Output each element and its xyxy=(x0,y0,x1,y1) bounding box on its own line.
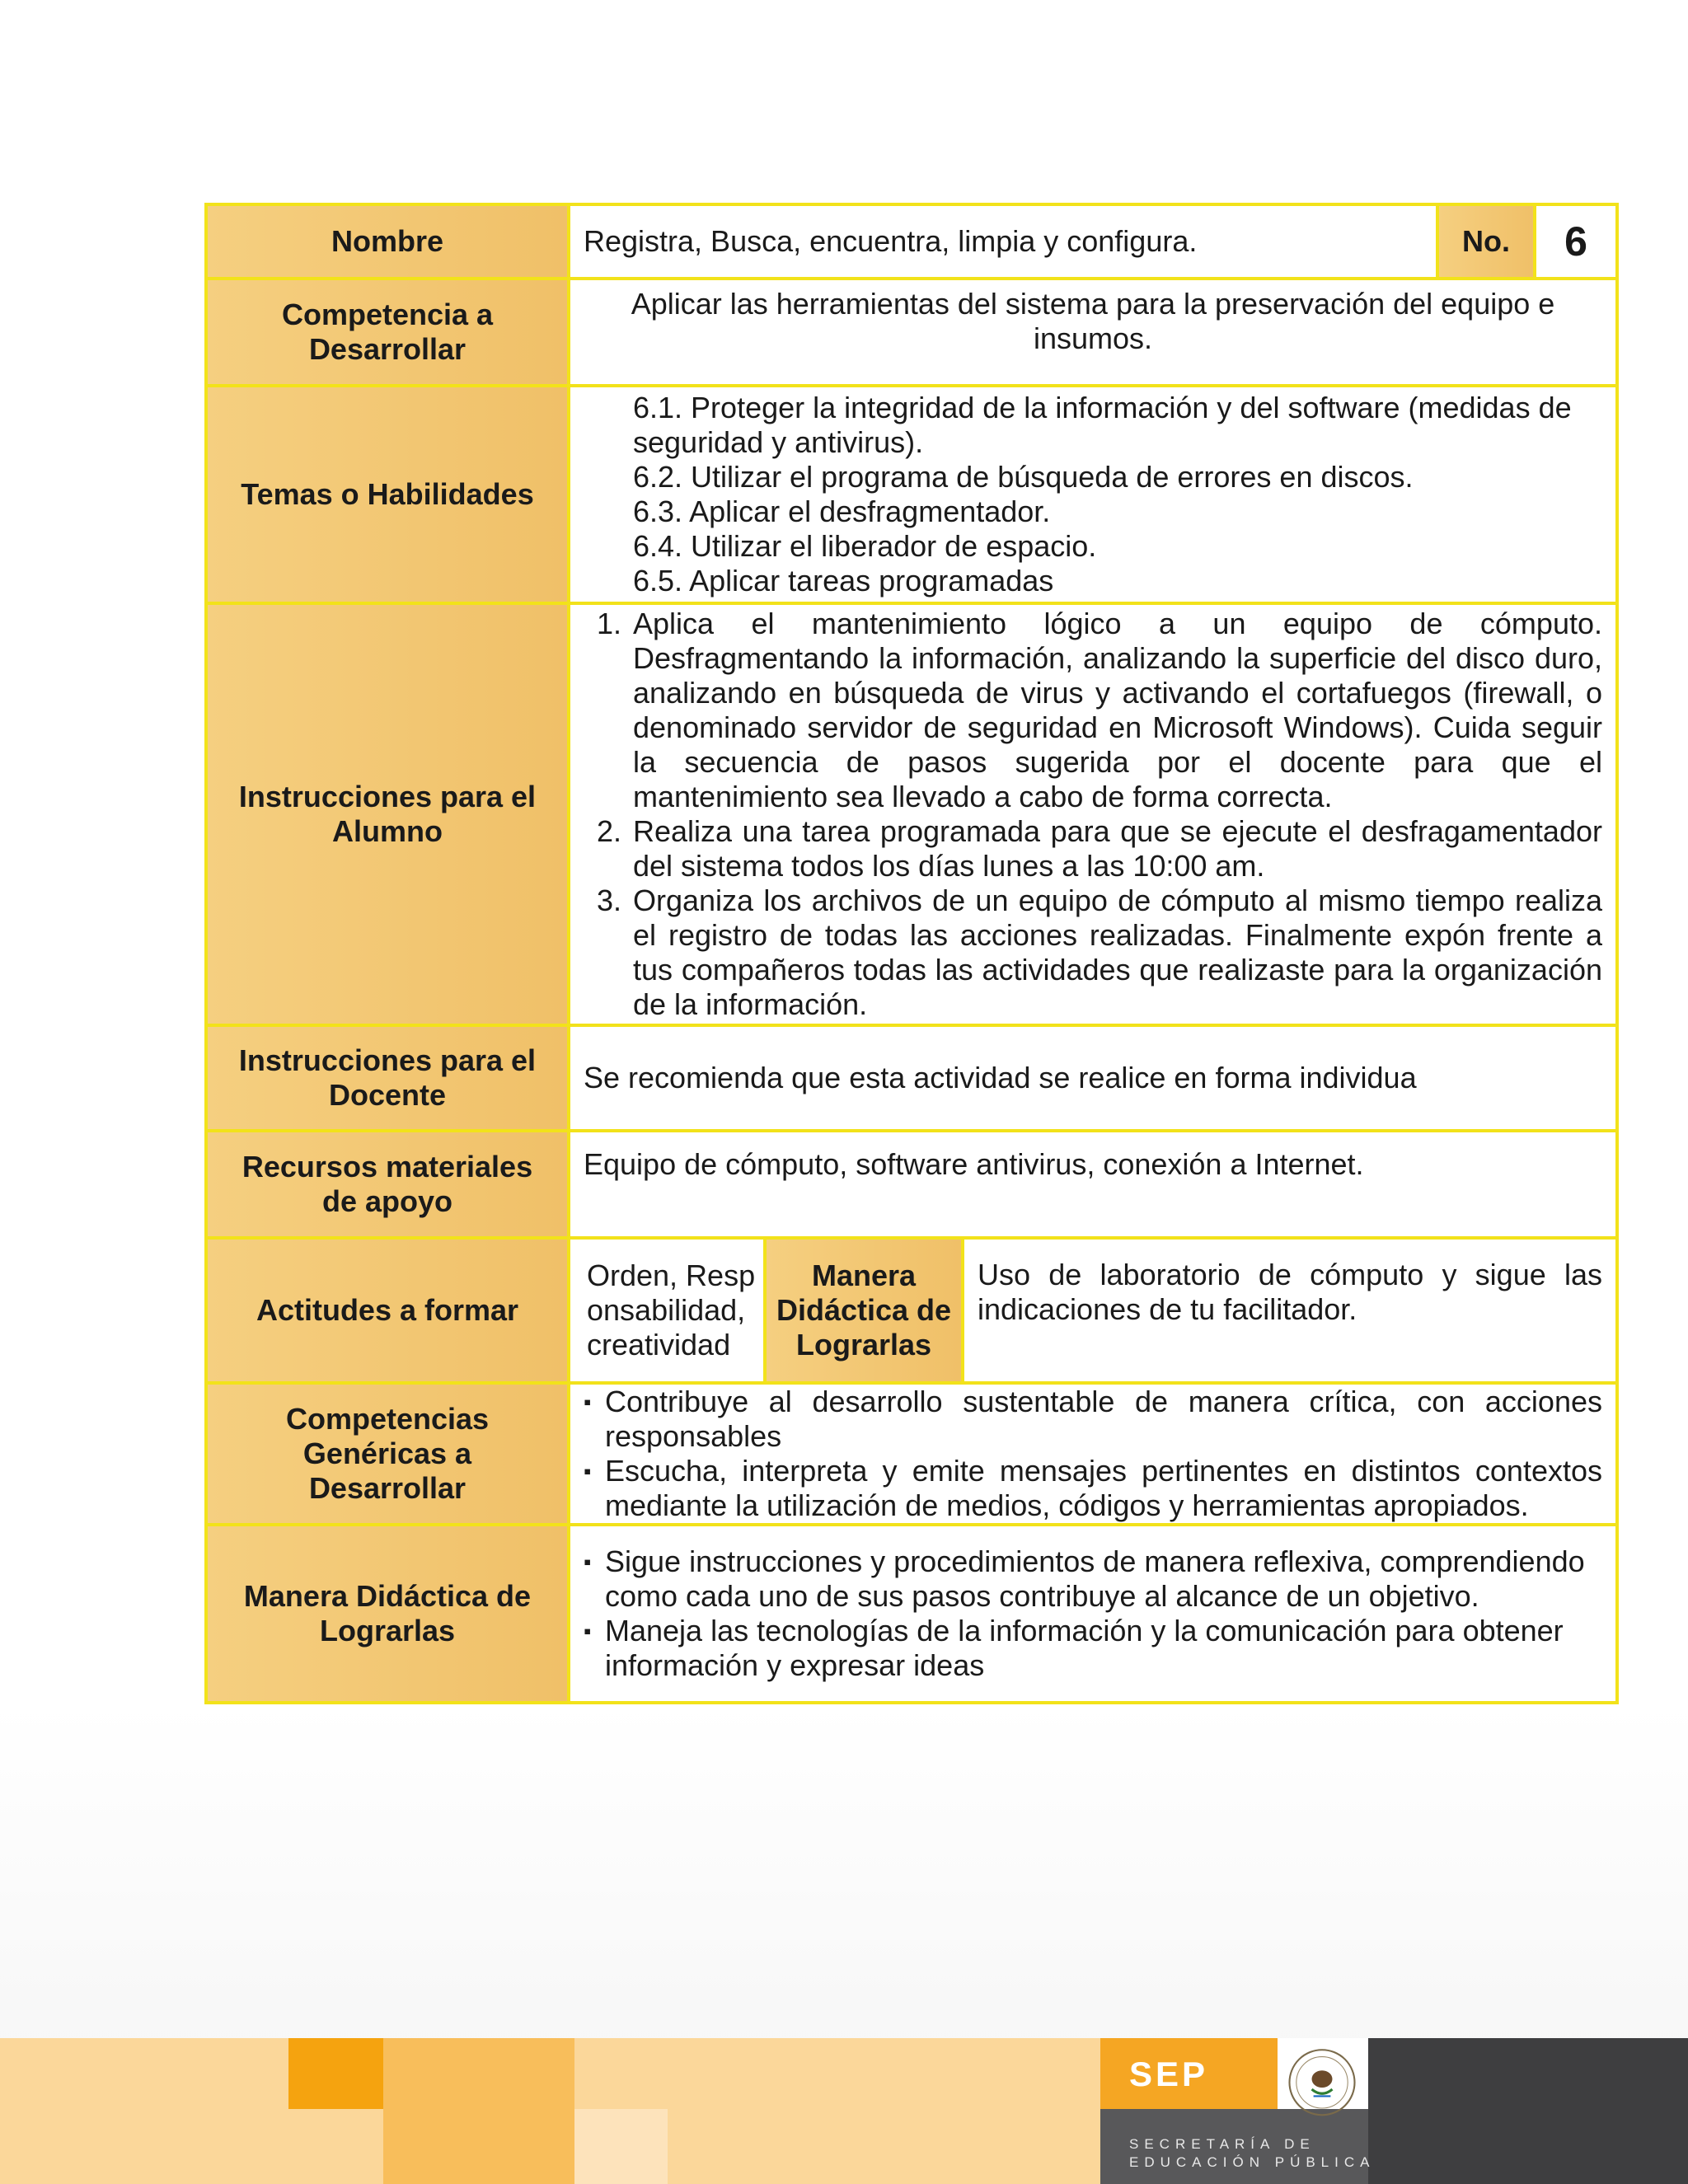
row-competencia xyxy=(206,279,1617,386)
row-actitudes xyxy=(206,1238,1617,1383)
tema-item: 6.1. Proteger la integridad de la información y del software (medidas de seguridad y antivirus). xyxy=(633,391,1572,459)
footer-block xyxy=(574,2038,1100,2109)
no-value: 6 xyxy=(1535,204,1617,279)
bullet-icon: ▪ xyxy=(584,1459,592,1483)
instr-alumno-text: Aplica el mantenimiento lógico a un equipo de cómputo. Desfragmentando la información, analizando la superficie del disco duro, analizando en búsqueda de virus y activando el cortafuegos (firewall, o denominado servidor de seguridad en Microsoft Windows). Cuida seguir la secuencia de pasos sugerida por el docente para que el mantenimiento sea llevado a cabo de forma correcta. xyxy=(633,607,1602,813)
actitudes-label: Actitudes a formar xyxy=(206,1238,569,1383)
row-nombre xyxy=(206,204,1617,279)
tema-item: 6.5. Aplicar tareas programadas xyxy=(633,564,1054,598)
org-name-line2: EDUCACIÓN PÚBLICA xyxy=(1129,2154,1376,2170)
tema-item: 6.3. Aplicar el desfragmentador. xyxy=(633,494,1051,528)
footer-block xyxy=(0,2109,383,2184)
row-manera xyxy=(206,1525,1617,1703)
instr-alumno-num: 1. xyxy=(597,607,622,640)
org-name xyxy=(1129,2135,1375,2172)
footer-banner xyxy=(0,2038,1688,2184)
footer-block xyxy=(383,2038,574,2109)
manera-inline-label: Manera Didáctica de Lograrlas xyxy=(765,1240,963,1381)
sep-logo: SEP xyxy=(1129,2055,1209,2093)
manera-text: Maneja las tecnologías de la información y la comunicación para obtener información y expresar ideas xyxy=(605,1614,1564,1682)
instr-alumno-item xyxy=(584,814,1602,883)
national-seal-icon xyxy=(1279,2045,1365,2130)
manera-list xyxy=(569,1525,1617,1703)
bullet-icon: ▪ xyxy=(584,1390,592,1414)
row-temas xyxy=(206,386,1617,603)
genericas-label: Competencias Genéricas a Desarrollar xyxy=(206,1383,569,1525)
activity-sheet xyxy=(204,203,1619,1704)
footer-block xyxy=(1368,2038,1688,2184)
recursos-label: Recursos materiales de apoyo xyxy=(206,1131,569,1238)
instr-alumno-list xyxy=(569,603,1617,1025)
instr-docente-label: Instrucciones para el Docente xyxy=(206,1025,569,1131)
generica-text: Escucha, interpreta y emite mensajes pertinentes en distintos contextos mediante la utilización de medios, códigos y herramientas apropiados. xyxy=(605,1454,1602,1522)
footer-block xyxy=(668,2109,1100,2184)
generica-item xyxy=(584,1385,1602,1454)
temas-list xyxy=(569,386,1617,603)
footer-block xyxy=(383,2109,574,2184)
competencia-value: Aplicar las herramientas del sistema para la preservación del equipo e insumos. xyxy=(569,279,1617,386)
footer-block xyxy=(288,2038,383,2109)
genericas-list xyxy=(569,1383,1617,1525)
row-instr-alumno xyxy=(206,603,1617,1025)
generica-item xyxy=(584,1454,1602,1523)
bullet-icon: ▪ xyxy=(584,1619,592,1643)
generica-text: Contribuye al desarrollo sustentable de manera crítica, con acciones responsables xyxy=(605,1385,1602,1453)
org-name-line1: SECRETARÍA DE xyxy=(1129,2136,1315,2152)
row-instr-docente xyxy=(206,1025,1617,1131)
instr-alumno-text: Realiza una tarea programada para que se ejecute el desfragamentador del sistema todos los días lunes a las 10:00 am. xyxy=(633,814,1602,883)
instr-docente-value: Se recomienda que esta actividad se realice en forma individua xyxy=(569,1025,1617,1131)
manera-inline-value: Uso de laboratorio de cómputo y sigue las indicaciones de tu facilitador. xyxy=(978,1258,1602,1326)
instr-alumno-num: 3. xyxy=(597,883,622,917)
row-genericas xyxy=(206,1383,1617,1525)
actitudes-value: Orden, Responsabilidad, creatividad xyxy=(570,1240,765,1381)
instr-alumno-label: Instrucciones para el Alumno xyxy=(206,603,569,1025)
manera-label: Manera Didáctica de Lograrlas xyxy=(206,1525,569,1703)
manera-item xyxy=(584,1544,1602,1614)
recursos-value: Equipo de cómputo, software antivirus, conexión a Internet. xyxy=(569,1131,1617,1238)
nombre-label: Nombre xyxy=(206,204,569,279)
instr-alumno-num: 2. xyxy=(597,814,622,848)
temas-label: Temas o Habilidades xyxy=(206,386,569,603)
tema-item: 6.2. Utilizar el programa de búsqueda de errores en discos. xyxy=(633,460,1414,494)
competencia-label: Competencia a Desarrollar xyxy=(206,279,569,386)
row-recursos xyxy=(206,1131,1617,1238)
footer-block xyxy=(574,2109,668,2184)
no-label: No. xyxy=(1437,204,1535,279)
tema-item: 6.4. Utilizar el liberador de espacio. xyxy=(633,529,1097,563)
instr-alumno-item xyxy=(584,883,1602,1022)
actitudes-group xyxy=(569,1238,1617,1383)
footer-block xyxy=(0,2038,288,2109)
instr-alumno-item xyxy=(584,607,1602,814)
instr-alumno-text: Organiza los archivos de un equipo de cómputo al mismo tiempo realiza el registro de todas las acciones realizadas. Finalmente expón frente a tus compañeros todas las actividades que realizaste para la organización de la información. xyxy=(633,883,1602,1021)
manera-text: Sigue instrucciones y procedimientos de manera reflexiva, comprendiendo como cada uno de sus pasos contribuye al alcance de un objetivo. xyxy=(605,1544,1585,1613)
nombre-value: Registra, Busca, encuentra, limpia y configura. xyxy=(569,204,1437,279)
manera-item xyxy=(584,1614,1602,1683)
bullet-icon: ▪ xyxy=(584,1549,592,1574)
